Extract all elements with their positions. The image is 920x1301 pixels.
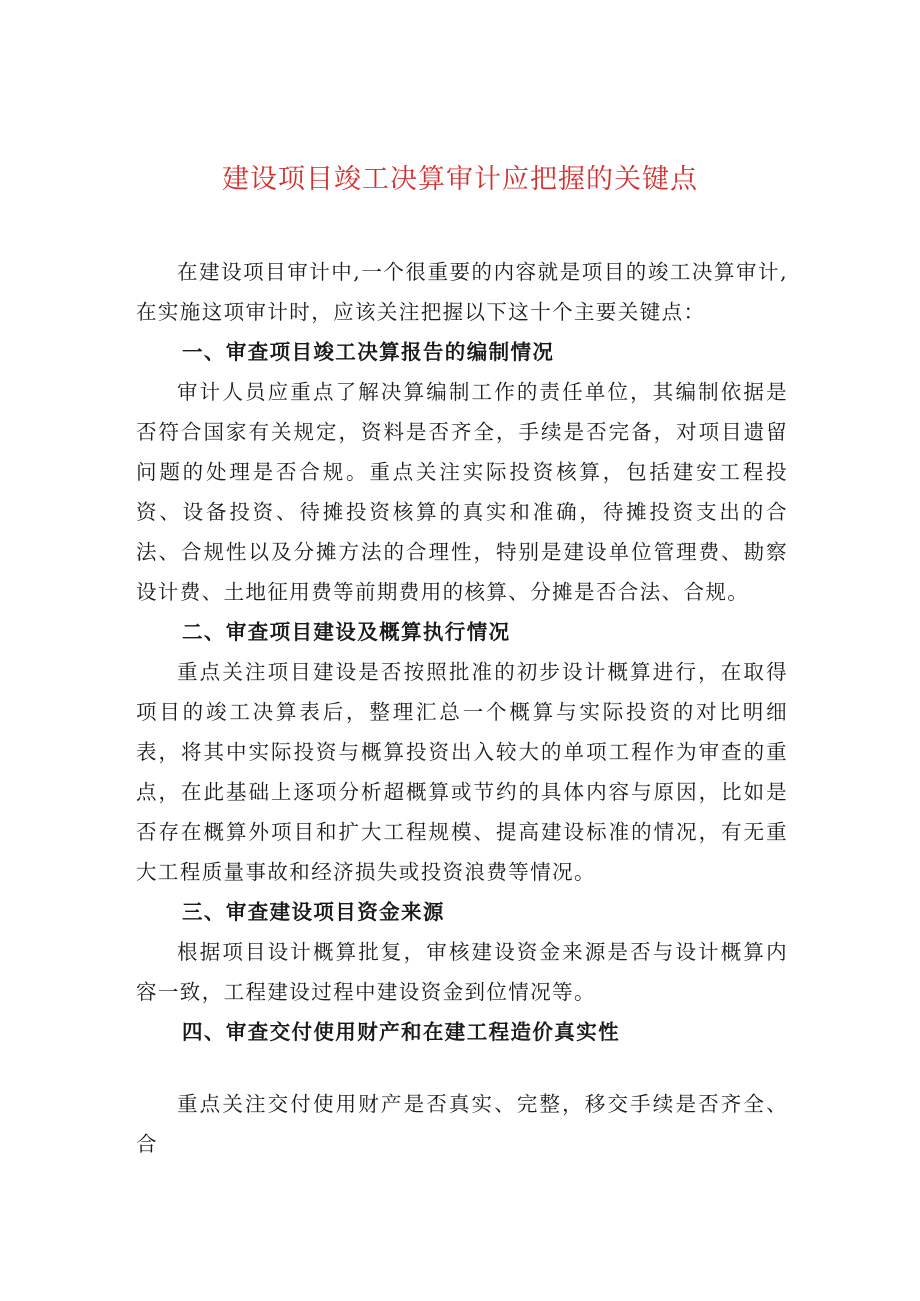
section-4-body: 重点关注交付使用财产是否真实、完整，移交手续是否齐全、合 xyxy=(136,1092,788,1156)
section-1-body: 审计人员应重点了解决算编制工作的责任单位，其编制依据是否符合国家有关规定，资料是否齐全，手续是否完备，对项目遗留问题的处理是否合规。重点关注实际投资核算，包括建安工程投资、设备投资、待摊投资核算的真实和准确，待摊投资支出的合法、合规性以及分摊方法的合理性，特别是建设单位管理费、勘察设计费、土地征用费等前期费用的核算、分摊是否合法、合规。 xyxy=(136,380,788,604)
section-2-heading: 二、审查项目建设及概算执行情况 xyxy=(182,620,511,644)
section-3-heading: 三、审查建设项目资金来源 xyxy=(182,900,445,924)
section-4-heading: 四、审查交付使用财产和在建工程造价真实性 xyxy=(182,1020,620,1044)
document-title: 建设项目竣工决算审计应把握的关键点 xyxy=(222,164,698,195)
section-2-body: 重点关注项目建设是否按照批准的初步设计概算进行，在取得项目的竣工决算表后，整理汇总一个概算与实际投资的对比明细表，将其中实际投资与概算投资出入较大的单项工程作为审查的重点，在此基础上逐项分析超概算或节约的具体内容与原因，比如是否存在概算外项目和扩大工程规模、提高建设标准的情况，有无重大工程质量事故和经济损失或投资浪费等情况。 xyxy=(136,660,788,884)
document-body xyxy=(136,252,788,1164)
section-3-body: 根据项目设计概算批复，审核建设资金来源是否与设计概算内容一致，工程建设过程中建设资金到位情况等。 xyxy=(136,940,788,1004)
section-1-heading: 一、审查项目竣工决算报告的编制情况 xyxy=(182,340,555,364)
intro-paragraph: 在建设项目审计中,一个很重要的内容就是项目的竣工决算审计,在实施这项审计时，应该关注把握以下这十个主要关键点： xyxy=(136,260,788,324)
